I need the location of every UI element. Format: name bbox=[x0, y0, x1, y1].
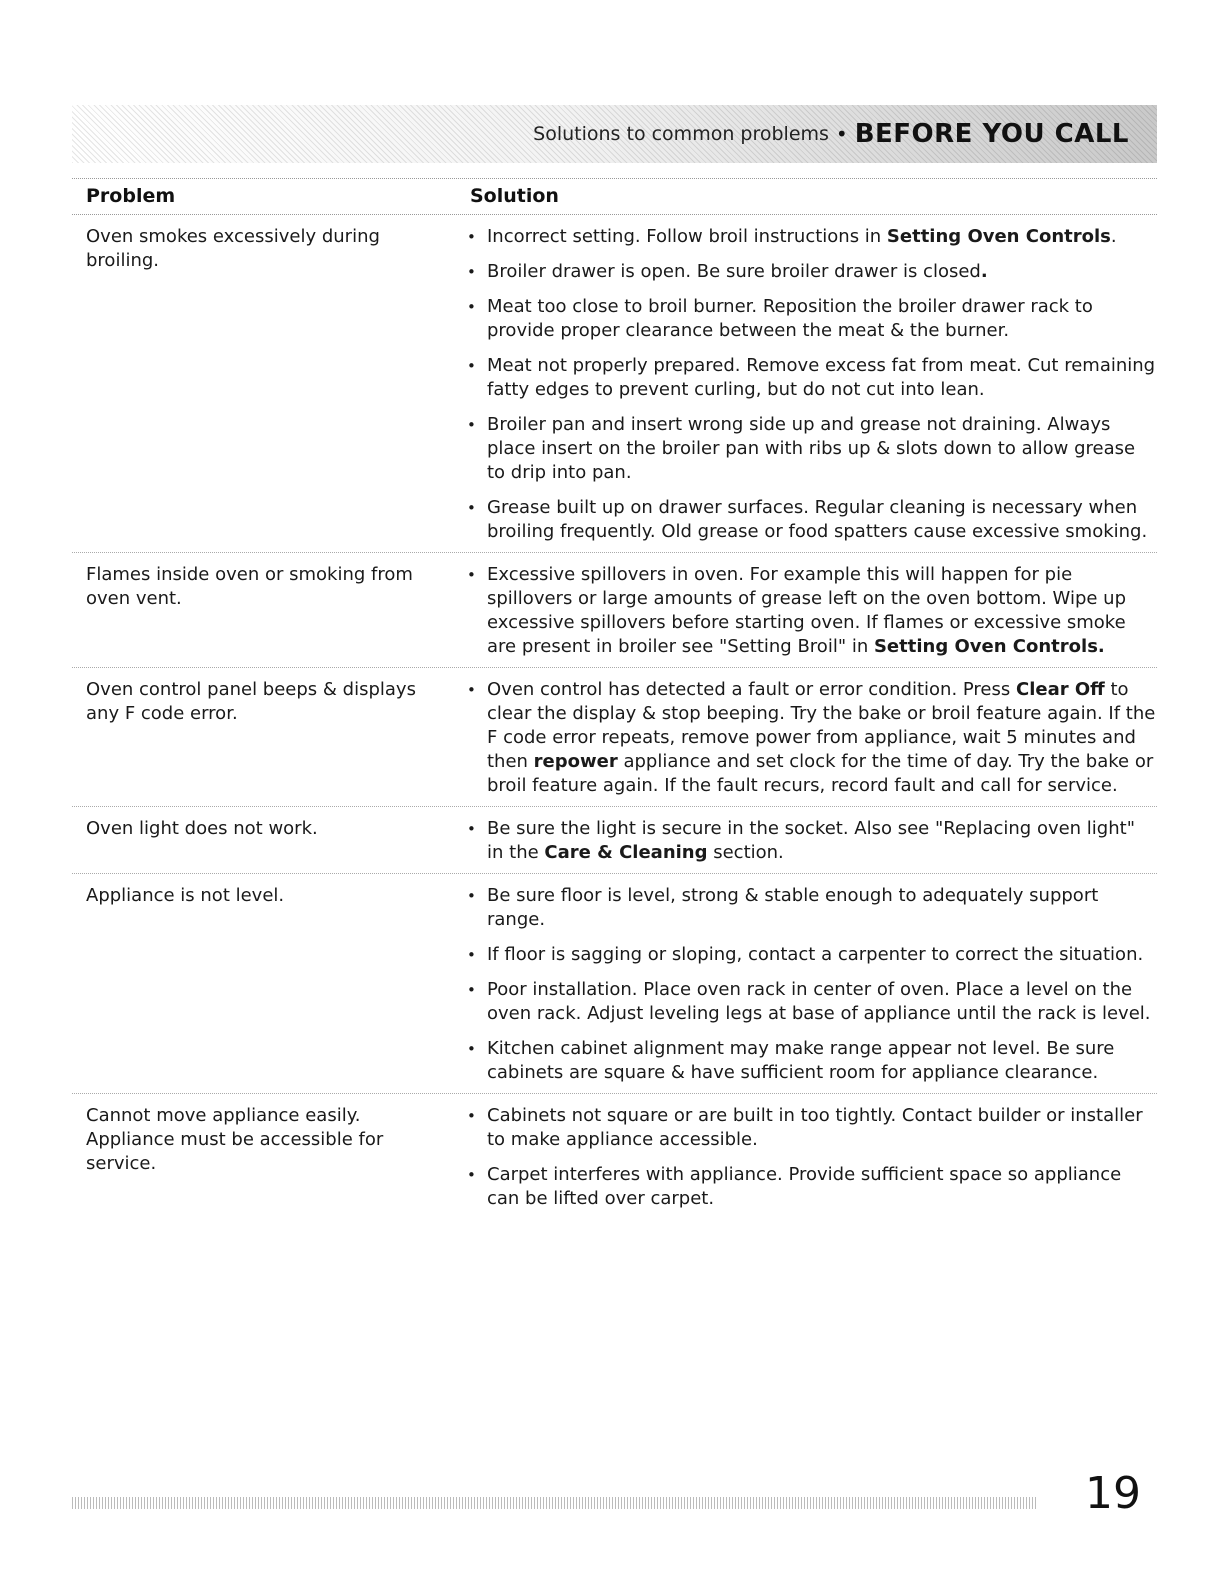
solution-text: Incorrect setting. Follow broil instructions in bbox=[487, 226, 887, 247]
solution-text: Be sure the light is secure in the socket. Also see "Replacing oven light" in the bbox=[487, 818, 1135, 863]
troubleshooting-table bbox=[72, 215, 1157, 1219]
solution-emphasis: Setting Oven Controls. bbox=[873, 636, 1105, 657]
banner-subtitle: Solutions to common problems bbox=[533, 123, 829, 145]
solution-text: Broiler drawer is open. Be sure broiler drawer is closed bbox=[487, 261, 981, 282]
solution-item bbox=[457, 225, 1157, 249]
solution-item bbox=[457, 817, 1157, 865]
solution-text: section. bbox=[707, 842, 784, 863]
solution-list bbox=[457, 563, 1157, 659]
solution-item bbox=[457, 1104, 1157, 1152]
solution-text: Kitchen cabinet alignment may make range appear not level. Be sure cabinets are square & have sufficient room for appliance clearance. bbox=[487, 1038, 1115, 1083]
banner-title: BEFORE YOU CALL bbox=[854, 119, 1129, 149]
solution-text: Meat too close to broil burner. Reposition the broiler drawer rack to provide proper clearance between the meat & the burner. bbox=[487, 296, 1093, 341]
solution-text: Poor installation. Place oven rack in center of oven. Place a level on the oven rack. Adjust leveling legs at base of appliance until the rack is level. bbox=[487, 979, 1151, 1024]
solution-item bbox=[457, 884, 1157, 932]
problem-cell: Appliance is not level. bbox=[86, 885, 285, 906]
solution-text: Cabinets not square or are built in too tightly. Contact builder or installer to make appliance accessible. bbox=[487, 1105, 1143, 1150]
solution-text: Oven control has detected a fault or error condition. Press bbox=[487, 679, 1016, 700]
solution-text: to clear the display & stop beeping. Try the bake or broil feature again. If the F code error repeats, remove power from appliance, wait 5 minutes and then bbox=[487, 679, 1156, 772]
table-row bbox=[72, 668, 1157, 807]
solution-item bbox=[457, 978, 1157, 1026]
table-row bbox=[72, 215, 1157, 553]
solution-text: If floor is sagging or sloping, contact a carpenter to correct the situation. bbox=[487, 944, 1144, 965]
solution-text: Carpet interferes with appliance. Provide sufficient space so appliance can be lifted over carpet. bbox=[487, 1164, 1122, 1209]
solution-item bbox=[457, 354, 1157, 402]
banner-separator: • bbox=[835, 122, 848, 146]
solution-item bbox=[457, 1037, 1157, 1085]
solution-item bbox=[457, 1163, 1157, 1211]
solution-list bbox=[457, 225, 1157, 544]
problem-cell: Cannot move appliance easily. Appliance must be accessible for service. bbox=[86, 1105, 384, 1174]
solution-list bbox=[457, 678, 1157, 798]
solution-emphasis: . bbox=[980, 261, 988, 282]
solution-item bbox=[457, 260, 1157, 284]
solution-list bbox=[457, 1104, 1157, 1211]
table-row bbox=[72, 1094, 1157, 1219]
table-top-rule bbox=[72, 178, 1157, 179]
solution-text: appliance and set clock for the time of day. Try the bake or broil feature again. If the fault recurs, record fault and call for service. bbox=[487, 751, 1154, 796]
solution-list bbox=[457, 817, 1157, 865]
solution-item bbox=[457, 678, 1157, 798]
problem-cell: Oven control panel beeps & displays any F code error. bbox=[86, 679, 416, 724]
solution-text: Broiler pan and insert wrong side up and grease not draining. Always place insert on the broiler pan with ribs up & slots down to allow grease to drip into pan. bbox=[487, 414, 1136, 483]
solution-item bbox=[457, 496, 1157, 544]
solution-item bbox=[457, 563, 1157, 659]
solution-emphasis: repower bbox=[533, 751, 618, 772]
problem-cell: Oven light does not work. bbox=[86, 818, 318, 839]
solution-emphasis: Setting Oven Controls bbox=[886, 226, 1111, 247]
solution-item bbox=[457, 943, 1157, 967]
solution-text: Grease built up on drawer surfaces. Regular cleaning is necessary when broiling frequently. Old grease or food spatters cause excessive smoking. bbox=[487, 497, 1148, 542]
column-header-solution: Solution bbox=[470, 185, 559, 207]
table-row bbox=[72, 874, 1157, 1094]
page-number: 19 bbox=[1085, 1468, 1141, 1519]
solution-text: Meat not properly prepared. Remove excess fat from meat. Cut remaining fatty edges to prevent curling, but do not cut into lean. bbox=[487, 355, 1156, 400]
solution-item bbox=[457, 413, 1157, 485]
solution-text: Excessive spillovers in oven. For example this will happen for pie spillovers or large amounts of grease left on the oven bottom. Wipe up excessive spillovers before starting oven. If flames or excessive smoke are present in broiler see "Setting Broil" in bbox=[487, 564, 1126, 657]
problem-cell: Flames inside oven or smoking from oven vent. bbox=[86, 564, 413, 609]
solution-item bbox=[457, 295, 1157, 343]
solution-emphasis: Care & Cleaning bbox=[544, 842, 708, 863]
column-header-problem: Problem bbox=[86, 185, 176, 207]
problem-cell: Oven smokes excessively during broiling. bbox=[86, 226, 380, 271]
solution-emphasis: Clear Off bbox=[1016, 679, 1105, 700]
section-banner bbox=[72, 105, 1157, 163]
table-row bbox=[72, 553, 1157, 668]
footer-bar bbox=[72, 1497, 1037, 1509]
table-row bbox=[72, 807, 1157, 874]
solution-text: . bbox=[1110, 226, 1117, 247]
solution-list bbox=[457, 884, 1157, 1085]
solution-text: Be sure floor is level, strong & stable enough to adequately support range. bbox=[487, 885, 1099, 930]
